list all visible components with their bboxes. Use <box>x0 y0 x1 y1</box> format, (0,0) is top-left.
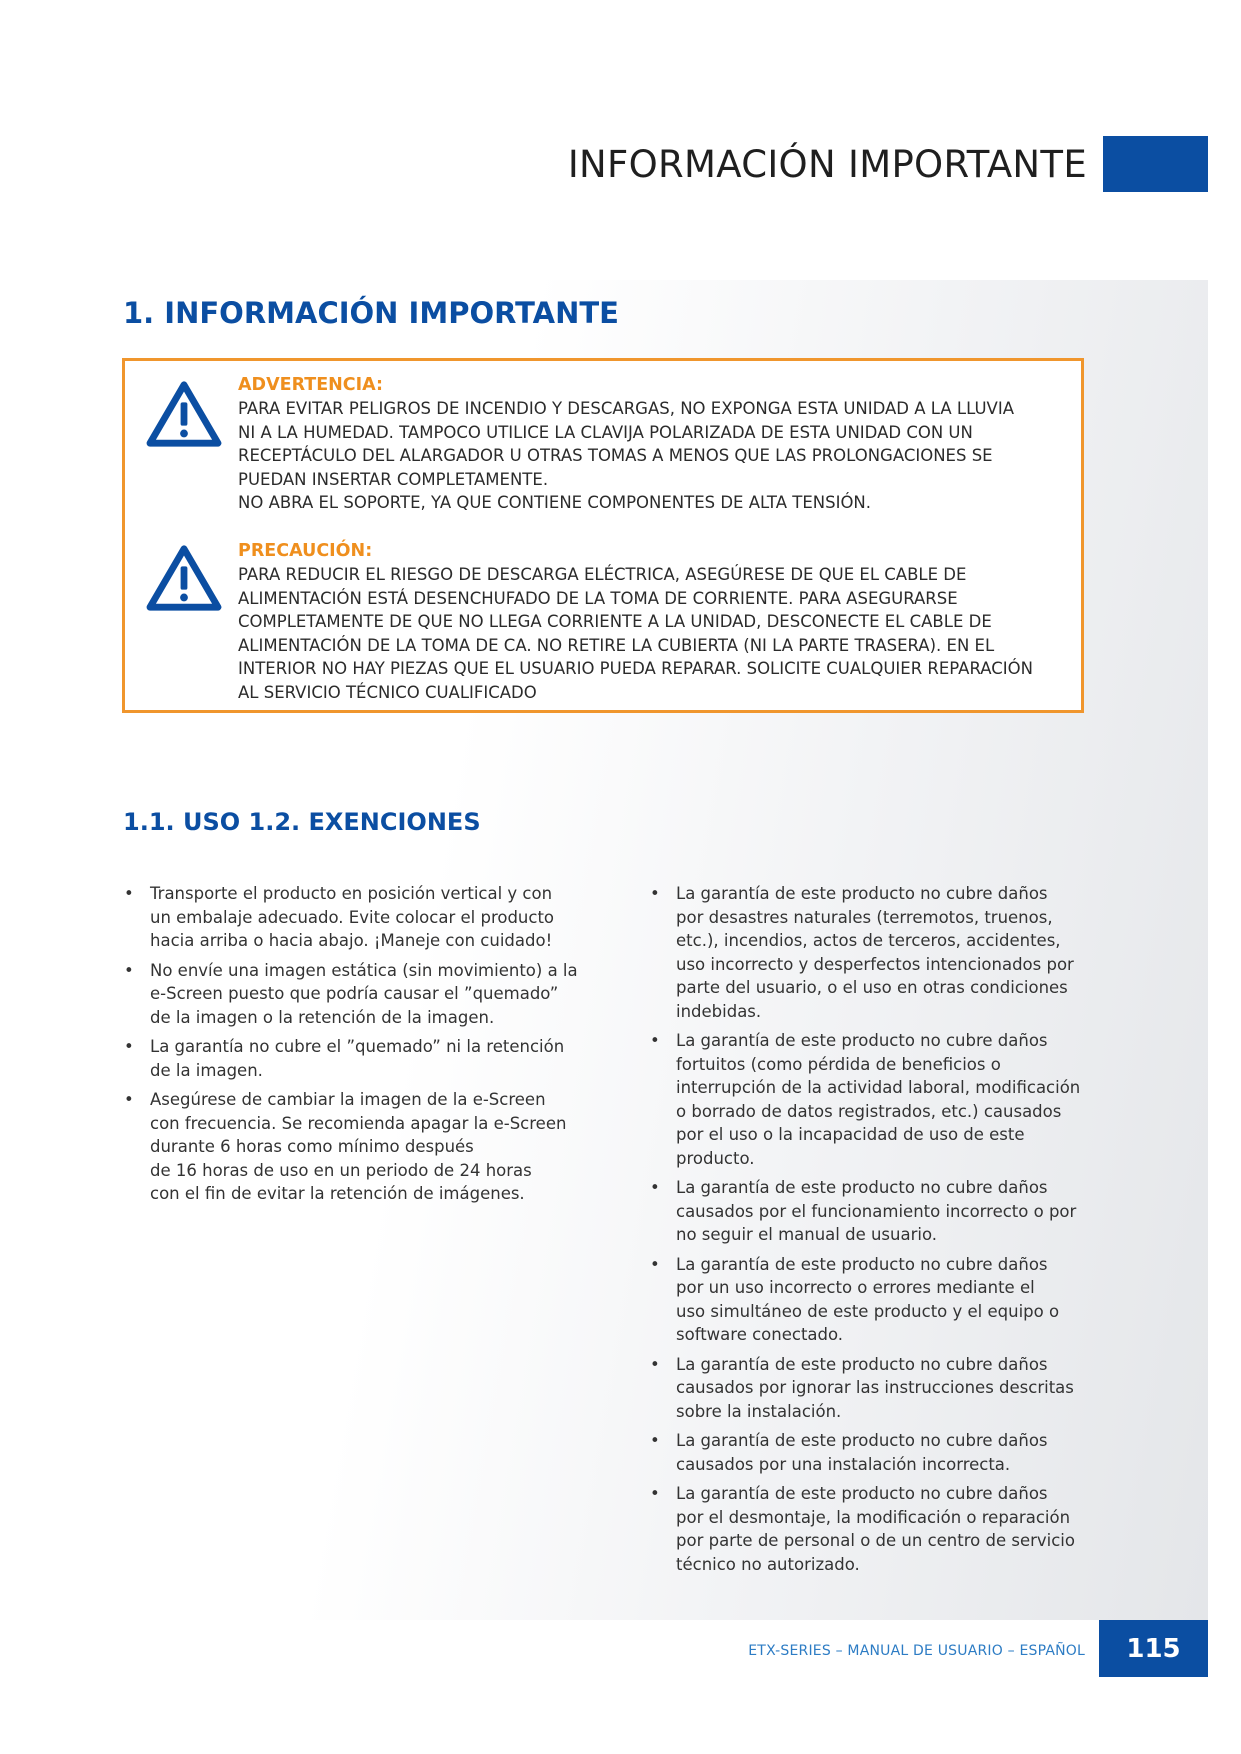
precaucion-heading: PRECAUCIÓN: <box>238 541 373 561</box>
list-item <box>648 1482 1108 1576</box>
list-item-text: técnico no autorizado. <box>676 1554 860 1574</box>
list-item-text: Transporte el producto en posición vertical y con <box>150 884 553 903</box>
warning-triangle-icon <box>145 543 223 613</box>
advertencia-line: PUEDAN INSERTAR COMPLETAMENTE. <box>238 469 549 489</box>
list-item-text: e-Screen puesto que podría causar el ”quemado” <box>150 984 559 1003</box>
list-item-text: La garantía de este producto no cubre daños <box>676 1178 1048 1197</box>
footer-manual-title: ETX-SERIES – MANUAL DE USUARIO – ESPAÑOL <box>748 1643 1085 1659</box>
list-item-text: uso incorrecto y desperfectos intencionados por <box>676 954 1074 974</box>
list-item-text: indebidas. <box>676 1001 762 1021</box>
bullet-marker: • <box>650 1031 660 1050</box>
advertencia-line: NI A LA HUMEDAD. TAMPOCO UTILICE LA CLAVIJA POLARIZADA DE ESTA UNIDAD CON UN <box>238 422 973 442</box>
list-item-text: interrupción de la actividad laboral, modificación <box>676 1078 1081 1097</box>
precaucion-line: ALIMENTACIÓN DE LA TOMA DE CA. NO RETIRE LA CUBIERTA (NI LA PARTE TRASERA). EN EL <box>238 635 995 655</box>
list-item-text: con frecuencia. Se recomienda apagar la e-Screen <box>150 1113 567 1133</box>
bullet-marker: • <box>650 1178 660 1197</box>
list-item-text: software conectado. <box>676 1325 844 1344</box>
list-item-text: La garantía de este producto no cubre daños <box>676 1031 1048 1050</box>
precaucion-line: ALIMENTACIÓN ESTÁ DESENCHUFADO DE LA TOMA DE CORRIENTE. PARA ASEGURARSE <box>238 588 958 608</box>
list-item-text: causados por una instalación incorrecta. <box>676 1454 1011 1474</box>
list-item-text: parte del usuario, o el uso en otras condiciones <box>676 978 1068 997</box>
bullet-marker: • <box>650 884 660 903</box>
list-item-text: fortuitos (como pérdida de beneficios o <box>676 1054 1001 1074</box>
subsection-title: 1.1. USO 1.2. EXENCIONES <box>123 808 481 836</box>
list-item-text: o borrado de datos registrados, etc.) causados <box>676 1101 1062 1121</box>
list-item-text: No envíe una imagen estática (sin movimiento) a la <box>150 960 578 980</box>
bullet-marker: • <box>124 960 134 980</box>
list-item-text: por el desmontaje, la modificación o reparación <box>676 1507 1071 1527</box>
list-item-text: de la imagen. <box>150 1060 263 1080</box>
list-item <box>648 1353 1108 1424</box>
bullet-marker: • <box>650 1431 660 1450</box>
warning-triangle-icon <box>145 379 223 449</box>
list-item-text: con el fin de evitar la retención de imágenes. <box>150 1184 525 1203</box>
precaucion-line: PARA REDUCIR EL RIESGO DE DESCARGA ELÉCTRICA, ASEGÚRESE DE QUE EL CABLE DE <box>238 565 967 584</box>
list-item-text: producto. <box>676 1148 755 1168</box>
list-item-text: La garantía de este producto no cubre daños <box>676 1354 1048 1374</box>
advertencia-line: PARA EVITAR PELIGROS DE INCENDIO Y DESCARGAS, NO EXPONGA ESTA UNIDAD A LA LLUVIA <box>238 399 1014 418</box>
list-item-text: etc.), incendios, actos de terceros, accidentes, <box>676 931 1061 950</box>
list-item-text: Asegúrese de cambiar la imagen de la e-Screen <box>150 1090 546 1109</box>
bullet-marker: • <box>650 1354 660 1374</box>
list-item-text: por desastres naturales (terremotos, truenos, <box>676 907 1053 927</box>
list-item-text: La garantía de este producto no cubre daños <box>676 1254 1048 1274</box>
list-item-text: hacia arriba o hacia abajo. ¡Maneje con cuidado! <box>150 931 553 950</box>
advertencia-line: NO ABRA EL SOPORTE, YA QUE CONTIENE COMPONENTES DE ALTA TENSIÓN. <box>238 493 872 512</box>
list-item-text: por el uso o la incapacidad de uso de este <box>676 1125 1025 1144</box>
list-item <box>648 1029 1108 1170</box>
list-item-text: un embalaje adecuado. Evite colocar el producto <box>150 907 555 927</box>
warning-box <box>122 358 1084 713</box>
list-item <box>648 1253 1108 1347</box>
page-number: 115 <box>1099 1620 1208 1677</box>
list-item-text: causados por ignorar las instrucciones descritas <box>676 1378 1074 1397</box>
bullet-marker: • <box>650 1254 660 1274</box>
list-item <box>122 1035 622 1082</box>
list-item-text: uso simultáneo de este producto y el equipo o <box>676 1301 1060 1321</box>
header-accent-block <box>1103 136 1208 192</box>
list-item <box>122 1088 622 1206</box>
uso-bullet-list <box>122 882 622 1212</box>
precaucion-line: INTERIOR NO HAY PIEZAS QUE EL USUARIO PUEDA REPARAR. SOLICITE CUALQUIER REPARACIÓN <box>238 659 1033 678</box>
exenciones-bullet-list <box>648 882 1108 1582</box>
list-item <box>122 882 622 953</box>
list-item-text: La garantía de este producto no cubre daños <box>676 884 1048 903</box>
list-item-text: por parte de personal o de un centro de servicio <box>676 1531 1075 1550</box>
section-title: 1. INFORMACIÓN IMPORTANTE <box>123 296 619 330</box>
list-item <box>122 959 622 1030</box>
list-item-text: sobre la instalación. <box>676 1401 842 1421</box>
bullet-marker: • <box>124 884 134 903</box>
advertencia-heading: ADVERTENCIA: <box>238 375 384 395</box>
precaucion-block <box>238 539 1068 704</box>
list-item-text: de 16 horas de uso en un periodo de 24 horas <box>150 1160 532 1180</box>
list-item <box>648 1429 1108 1476</box>
precaucion-line: COMPLETAMENTE DE QUE NO LLEGA CORRIENTE A LA UNIDAD, DESCONECTE EL CABLE DE <box>238 612 992 631</box>
precaucion-line: AL SERVICIO TÉCNICO CUALIFICADO <box>238 682 537 702</box>
list-item <box>648 882 1108 1023</box>
bullet-marker: • <box>124 1037 134 1056</box>
advertencia-line: RECEPTÁCULO DEL ALARGADOR U OTRAS TOMAS A MENOS QUE LAS PROLONGACIONES SE <box>238 446 993 465</box>
page-header-title: INFORMACIÓN IMPORTANTE <box>567 143 1087 186</box>
list-item-text: La garantía de este producto no cubre daños <box>676 1484 1048 1503</box>
list-item-text: La garantía no cubre el ”quemado” ni la retención <box>150 1037 565 1056</box>
advertencia-block <box>238 373 1068 515</box>
list-item-text: La garantía de este producto no cubre daños <box>676 1431 1048 1450</box>
list-item-text: causados por el funcionamiento incorrecto o por <box>676 1201 1077 1221</box>
list-item-text: no seguir el manual de usuario. <box>676 1225 938 1244</box>
list-item <box>648 1176 1108 1247</box>
list-item-text: por un uso incorrecto o errores mediante el <box>676 1278 1035 1297</box>
list-item-text: de la imagen o la retención de la imagen. <box>150 1007 495 1027</box>
bullet-marker: • <box>124 1090 134 1109</box>
bullet-marker: • <box>650 1484 660 1503</box>
list-item-text: durante 6 horas como mínimo después <box>150 1137 474 1156</box>
